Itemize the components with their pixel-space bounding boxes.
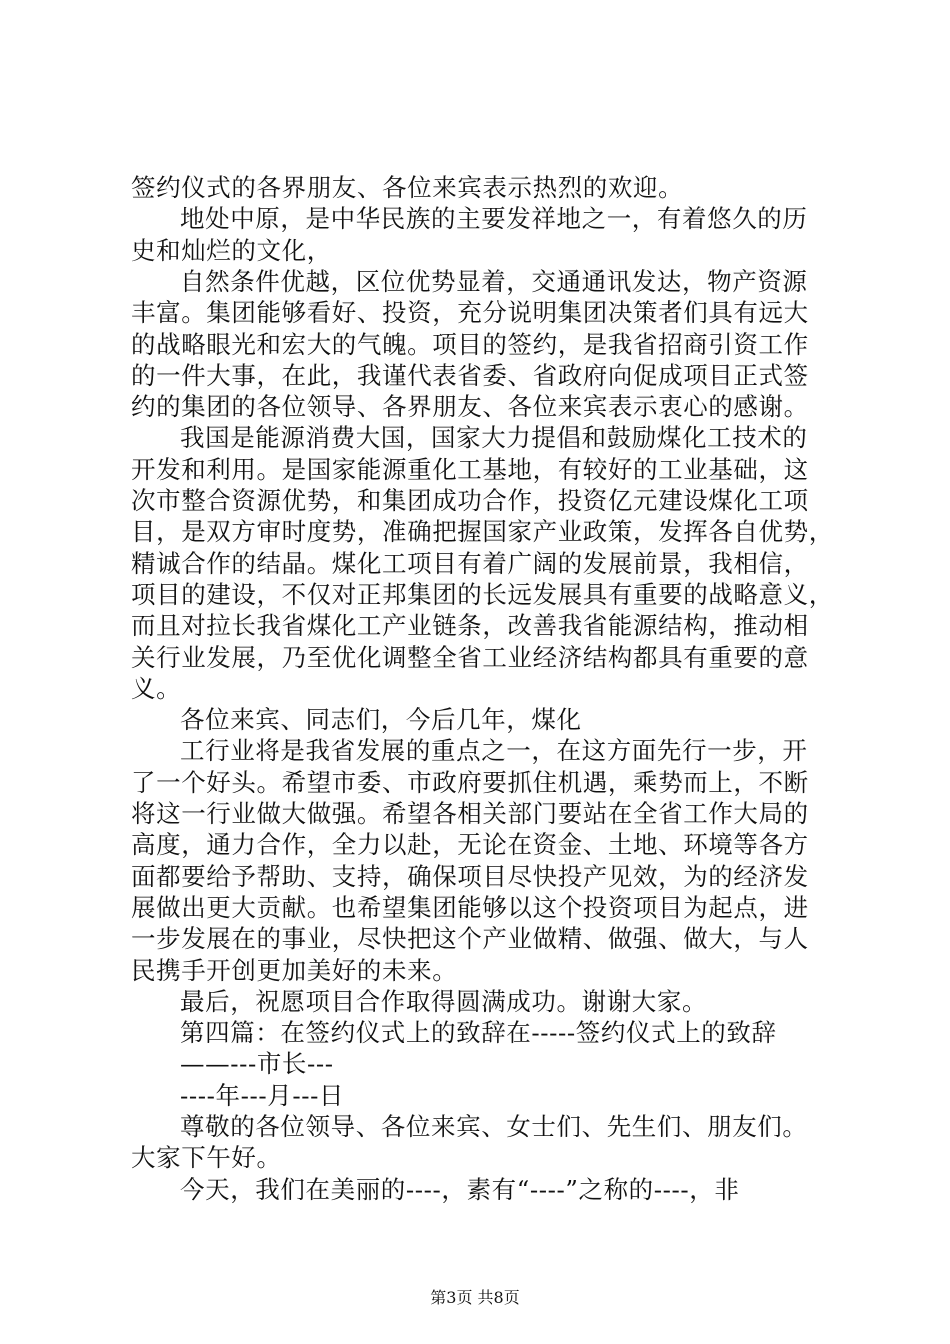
text-line: 民携手开创更加美好的未来。	[131, 956, 458, 985]
text-line: 项目的建设，不仅对正邦集团的长远发展具有重要的战略意义，	[131, 580, 834, 609]
text-line: 了一个好头。希望市委、市政府要抓住机遇，乘势而上，不断	[131, 768, 809, 797]
page-footer: 第3页 共8页	[430, 1288, 520, 1307]
text-line: 尊敬的各位领导、各位来宾、女士们、先生们、朋友们。	[180, 1112, 808, 1141]
text-line: 地处中原，是中华民族的主要发祥地之一，有着悠久的历	[180, 204, 808, 233]
text-line: 关行业发展，乃至优化调整全省工业经济结构都具有重要的意	[131, 643, 809, 672]
text-line: 史和灿烂的文化，	[131, 236, 332, 265]
text-line: 面都要给予帮助、支持，确保项目尽快投产见效，为的经济发	[131, 862, 809, 891]
text-line: 开发和利用。是国家能源重化工基地，有较好的工业基础，这	[131, 455, 809, 484]
text-line: 一步发展在的事业，尽快把这个产业做精、做强、做大，与人	[131, 924, 809, 953]
text-line: 今天，我们在美丽的----，素有“----”之称的----，非	[180, 1175, 740, 1204]
text-line: 展做出更大贡献。也希望集团能够以这个投资项目为起点，进	[131, 893, 809, 922]
text-line: 自然条件优越，区位优势显着，交通通讯发达，物产资源	[180, 267, 808, 296]
section-heading: 第四篇：在签约仪式上的致辞在-----签约仪式上的致辞	[180, 1018, 777, 1047]
text-line: 签约仪式的各界朋友、各位来宾表示热烈的欢迎。	[131, 173, 684, 202]
text-line: 的战略眼光和宏大的气魄。项目的签约，是我省招商引资工作	[131, 330, 809, 359]
text-line: 目，是双方审时度势，准确把握国家产业政策，发挥各自优势，	[131, 517, 834, 546]
text-line: 精诚合作的结晶。煤化工项目有着广阔的发展前景，我相信，	[131, 549, 809, 578]
text-line: 我国是能源消费大国，国家大力提倡和鼓励煤化工技术的	[180, 423, 808, 452]
text-line: 最后，祝愿项目合作取得圆满成功。谢谢大家。	[180, 987, 708, 1016]
text-line: 大家下午好。	[131, 1143, 282, 1172]
text-line: 而且对拉长我省煤化工产业链条，改善我省能源结构，推动相	[131, 611, 809, 640]
text-line: 高度，通力合作，全力以赴，无论在资金、土地、环境等各方	[131, 830, 809, 859]
text-line: 将这一行业做大做强。希望各相关部门要站在全省工作大局的	[131, 799, 809, 828]
date-line: ----年---月---日	[180, 1081, 345, 1110]
text-line: 次市整合资源优势，和集团成功合作，投资亿元建设煤化工项	[131, 486, 809, 515]
text-line: 各位来宾、同志们，今后几年，煤化	[180, 705, 582, 734]
speaker-line: ——---市长---	[180, 1049, 334, 1078]
text-line: 约的集团的各位领导、各界朋友、各位来宾表示衷心的感谢。	[131, 392, 809, 421]
text-line: 工行业将是我省发展的重点之一，在这方面先行一步，开	[180, 736, 808, 765]
text-line: 丰富。集团能够看好、投资，充分说明集团决策者们具有远大	[131, 298, 809, 327]
text-line: 的一件大事，在此，我谨代表省委、省政府向促成项目正式签	[131, 361, 809, 390]
text-line: 义。	[131, 674, 182, 703]
